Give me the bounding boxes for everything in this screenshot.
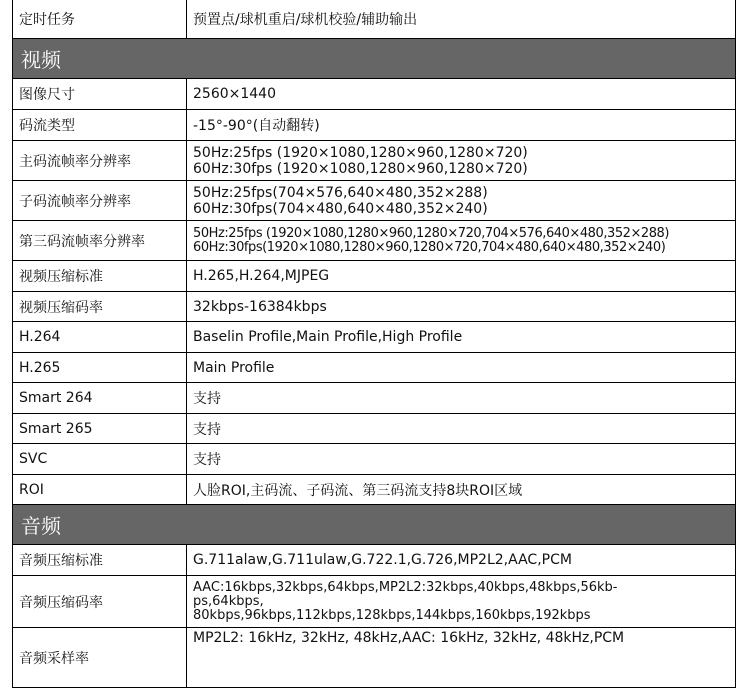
spec-value-line: 60Hz:30fps(704×480,640×480,352×240) <box>193 200 488 217</box>
spec-label: Smart 264 <box>13 383 187 413</box>
spec-value <box>187 181 735 220</box>
spec-value-line: G.711alaw,G.711ulaw,G.722.1,G.726,MP2L2,AAC,PCM <box>193 552 572 568</box>
spec-value-line: 预置点/球机重启/球机校验/辅助输出 <box>193 11 418 28</box>
spec-label: 图像尺寸 <box>13 79 187 109</box>
spec-value-line: 50Hz:25fps (1920×1080,1280×960,1280×720,704×576,640×480,352×288) <box>193 225 669 241</box>
table-row <box>12 261 736 292</box>
section-header-audio: 音频 <box>12 505 736 545</box>
spec-label: H.264 <box>13 322 187 352</box>
table-row <box>12 110 736 141</box>
table-row <box>12 444 736 475</box>
spec-label: 视频压缩标准 <box>13 261 187 291</box>
spec-value-line: ps,64kbps, <box>193 593 264 609</box>
spec-label: 子码流帧率分辨率 <box>13 181 187 220</box>
table-row <box>12 181 736 221</box>
table-row <box>12 383 736 414</box>
spec-value <box>187 414 735 443</box>
table-row <box>12 0 736 39</box>
spec-label: 定时任务 <box>13 0 187 38</box>
table-row <box>12 79 736 110</box>
spec-value <box>187 141 735 180</box>
table-row <box>12 141 736 181</box>
spec-value-line: 80kbps,96kbps,112kbps,128kbps,144kbps,160kbps,192kbps <box>193 607 591 623</box>
spec-value-line: Baselin Profile,Main Profile,High Profile <box>193 329 463 345</box>
spec-value-line: 支持 <box>193 391 221 407</box>
spec-value <box>187 322 735 352</box>
table-row <box>12 576 736 628</box>
spec-value <box>187 221 735 260</box>
table-row <box>12 292 736 322</box>
spec-value-line: 支持 <box>193 452 221 468</box>
spec-label: Smart 265 <box>13 414 187 443</box>
spec-value-line: 32kbps-16384kbps <box>193 298 327 315</box>
spec-label: 音频采样率 <box>13 628 187 687</box>
spec-value-line: -15°-90°(自动翻转) <box>193 118 320 134</box>
table-row <box>12 628 736 688</box>
spec-value-line: 60Hz:30fps (1920×1080,1280×960,1280×720) <box>193 160 528 177</box>
spec-value <box>187 110 735 140</box>
row-group-top <box>12 0 736 39</box>
spec-label: SVC <box>13 444 187 474</box>
table-row <box>12 221 736 261</box>
spec-value-line: 50Hz:25fps (1920×1080,1280×960,1280×720) <box>193 144 528 161</box>
spec-label: ROI <box>13 475 187 504</box>
spec-label: H.265 <box>13 353 187 382</box>
row-group-audio <box>12 545 736 688</box>
spec-value <box>187 292 735 321</box>
spec-table <box>12 0 736 688</box>
spec-label: 主码流帧率分辨率 <box>13 141 187 180</box>
row-group-video <box>12 79 736 505</box>
spec-value-line: H.265,H.264,MJPEG <box>193 268 330 284</box>
spec-value-line: 60Hz:30fps(1920×1080,1280×960,1280×720,704×480,640×480,352×240) <box>193 239 666 255</box>
table-row <box>12 545 736 576</box>
spec-value <box>187 444 735 474</box>
table-row <box>12 414 736 444</box>
spec-value-line: Main Profile <box>193 359 275 376</box>
table-row <box>12 475 736 505</box>
spec-label: 音频压缩标准 <box>13 545 187 575</box>
spec-value <box>187 545 735 575</box>
spec-value-line: 2560×1440 <box>193 86 276 102</box>
spec-value-line: AAC:16kbps,32kbps,64kbps,MP2L2:32kbps,40kbps,48kbps,56kb- <box>193 579 618 595</box>
spec-value <box>187 261 735 291</box>
spec-value <box>187 79 735 109</box>
spec-value <box>187 475 735 504</box>
spec-value <box>187 628 735 687</box>
spec-value-line: MP2L2: 16kHz, 32kHz, 48kHz,AAC: 16kHz, 32kHz, 48kHz,PCM <box>193 630 625 646</box>
table-row <box>12 353 736 383</box>
spec-value-line: 支持 <box>193 421 221 438</box>
spec-label: 第三码流帧率分辨率 <box>13 221 187 260</box>
spec-value-line: 人脸ROI,主码流、子码流、第三码流支持8块ROI区域 <box>193 482 523 499</box>
spec-value <box>187 576 735 627</box>
table-row <box>12 322 736 353</box>
spec-value-line: 50Hz:25fps(704×576,640×480,352×288) <box>193 184 488 201</box>
spec-value <box>187 353 735 382</box>
spec-label: 音频压缩码率 <box>13 576 187 627</box>
spec-value <box>187 383 735 413</box>
spec-label: 码流类型 <box>13 110 187 140</box>
spec-label: 视频压缩码率 <box>13 292 187 321</box>
section-header-video: 视频 <box>12 39 736 79</box>
spec-value <box>187 0 735 38</box>
